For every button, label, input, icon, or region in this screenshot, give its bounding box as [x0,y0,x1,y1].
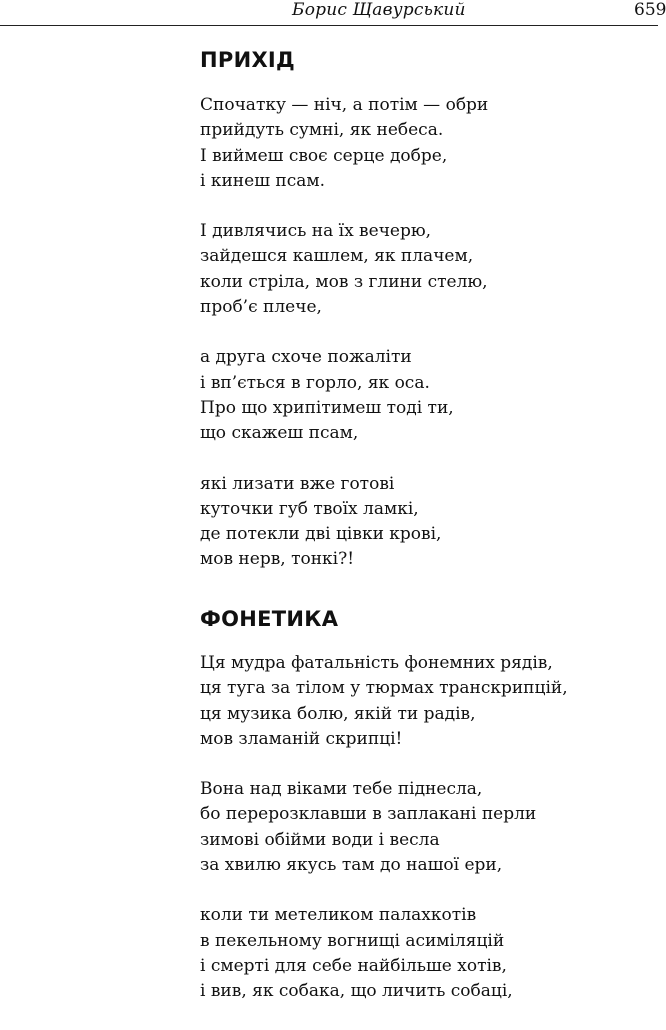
verse-line: ця туга за тілом у тюрмах транскрипцій, [200,678,568,699]
verse-line: мов зламаній скрипці! [200,728,403,749]
stanza [200,93,488,194]
verse-line: і смерті для себе найбільше хотів, [200,955,507,976]
verse-line: і вп’ється в горло, як оса. [200,372,430,393]
verse-line: мов нерв, тонкі?! [200,549,355,570]
verse-line: І виймеш своє серце добре, [200,145,448,166]
verse-line: Ця мудра фатальність фонемних рядів, [200,653,553,673]
verse-line: за хвилю якусь там до нашої ери, [200,855,503,876]
running-header-author: Борис Щавурський [292,0,466,20]
stanza [200,472,488,573]
stanza [200,219,488,320]
verse-line: які лизати вже готові [200,473,395,494]
header-rule [0,25,658,26]
verse-line: бо перерозклавши в заплакані перли [200,804,537,825]
poem-body [200,651,568,1030]
stanza [200,345,488,446]
running-header [0,0,666,26]
poem-body [200,93,488,598]
verse-line: зайдешся кашлем, як плачем, [200,246,474,267]
verse-line: і вив, як собака, що личить собаці, [200,981,513,1002]
verse-line: проб’є плече, [200,297,322,318]
verse-line: ця музика болю, якій ти радів, [200,703,476,724]
verse-line: коли стріла, мов з глини стелю, [200,271,488,292]
verse-line: Про що хрипітимеш тоді ти, [200,397,454,418]
stanza [200,777,568,878]
verse-line: зимові обійми води і весла [200,829,440,850]
page-number: 659 [634,0,666,20]
verse-line: куточки губ твоїх ламкі, [200,498,419,519]
verse-line: в пекельному вогнищі асиміляцій [200,930,505,951]
stanza [200,651,568,752]
poem-title: ФОНЕТИКА [200,607,339,631]
verse-line: Спочатку — ніч, а потім — обри [200,95,489,115]
verse-line: а друга схоче пожаліти [200,347,412,368]
poem-title: ПРИХІД [200,48,296,72]
verse-line: і кинеш псам. [200,170,326,191]
verse-line: прийдуть сумні, як небеса. [200,120,444,141]
verse-line: що скажеш псам, [200,423,359,444]
stanza [200,903,568,1004]
verse-line: Вона над віками тебе піднесла, [200,779,483,800]
verse-line: коли ти метеликом палахкотів [200,905,477,926]
verse-line: І дивлячись на їх вечерю, [200,221,432,242]
verse-line: де потекли дві цівки крові, [200,524,442,545]
